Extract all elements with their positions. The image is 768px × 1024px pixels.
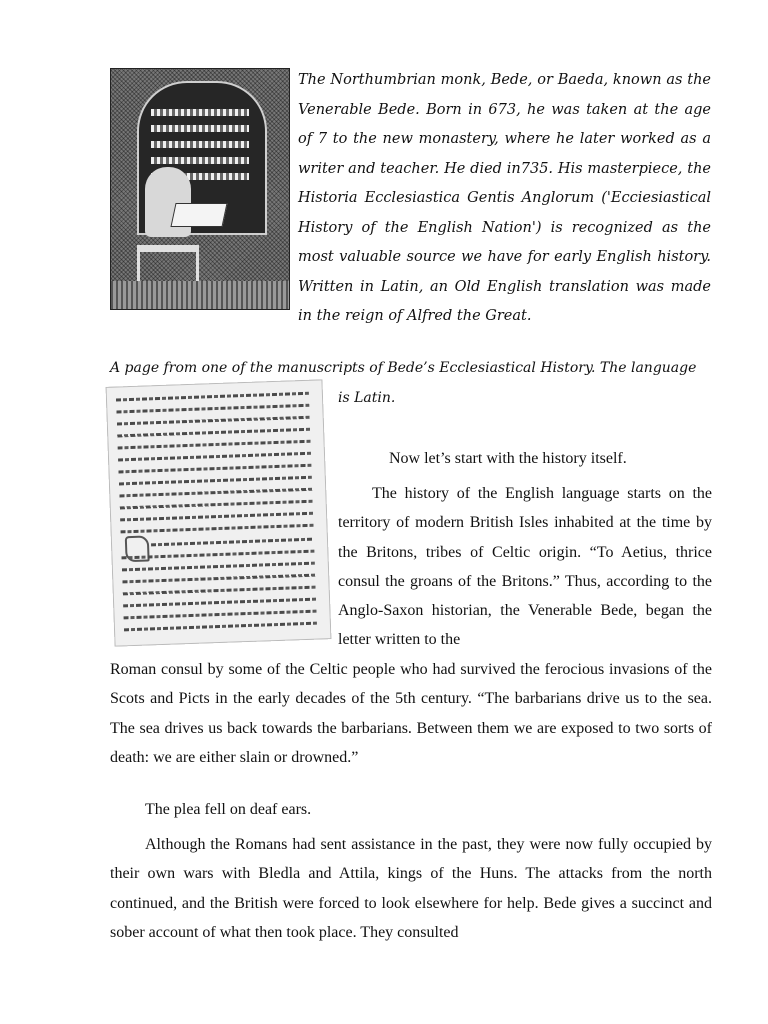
manuscript-line: [124, 610, 317, 620]
shelf: [151, 141, 249, 148]
manuscript-line: [116, 404, 309, 414]
floor: [111, 281, 289, 309]
shelf: [151, 157, 249, 164]
manuscript-line: [151, 538, 314, 547]
manuscript-line: [123, 586, 316, 596]
manuscript-line: [117, 416, 310, 426]
body-paragraph: Although the Romans had sent assistance in the past, they were now fully occupied by their own wars with Bledla and Attila, kings of the Huns. The attacks from the north continued, and the British were forced to look elsewhere for help. Bede gives a succinct and sober account of what then took place. They consulted: [110, 836, 712, 941]
manuscript-line: [118, 464, 311, 474]
manuscript-line: [124, 622, 317, 632]
manuscript-line: [120, 500, 313, 510]
body-paragraph-cont: Roman consul by some of the Celtic people who had survived the ferocious invasions of the Scots and Picts in the early decades of the 5th century. “The barbarians drive us to the sea. The sea drives us back towards the barbarians. Between them we are exposed to two sorts of death: we are either slain or drowned.”: [110, 661, 712, 766]
manuscript-line: [121, 550, 314, 560]
shelf: [151, 125, 249, 132]
bede-illustration: [110, 68, 290, 310]
manuscript-line: [119, 476, 312, 486]
manuscript-line: [123, 598, 316, 608]
manuscript-caption: A page from one of the manuscripts of Bede’s Ecclesiastical History. The language: [110, 360, 697, 376]
manuscript-caption-cont: is Latin.: [338, 390, 396, 406]
manuscript-line: [121, 524, 314, 534]
body-paragraph: The plea fell on deaf ears.: [145, 801, 312, 818]
manuscript-line: [122, 574, 315, 584]
manuscript-line: [118, 452, 311, 462]
body-paragraph: The history of the English language starts on the territory of modern British Isles inhabited at the time by the Britons, tribes of Celtic origin. “To Aetius, thrice consul the groans of the Britons.” Thus, according to the Anglo-Saxon historian, the Venerable Bede, began the letter written to the: [338, 485, 712, 649]
shelf: [151, 109, 249, 116]
open-book: [170, 203, 227, 227]
manuscript-line: [118, 440, 311, 450]
manuscript-line: [116, 392, 309, 402]
manuscript-image: [106, 379, 332, 646]
bede-caption: The Northumbrian monk, Bede, or Baeda, known as the Venerable Bede. Born in 673, he was taken at the age of 7 to the new monastery, where he later worked as a writer and teacher. He died in735. His masterpiece, the Historia Ecclesiastica Gentis Anglorum ('Ecciesiastical History of the English Nation') is recognized as the most valuable source we have for early English history. Written in Latin, an Old English translation was made in the reign of Alfred the Great.: [298, 72, 711, 324]
manuscript-line: [117, 428, 310, 438]
manuscript-line: [120, 512, 313, 522]
manuscript-line: [122, 562, 315, 572]
section-heading: Now let’s start with the history itself.: [389, 450, 627, 467]
manuscript-line: [119, 488, 312, 498]
